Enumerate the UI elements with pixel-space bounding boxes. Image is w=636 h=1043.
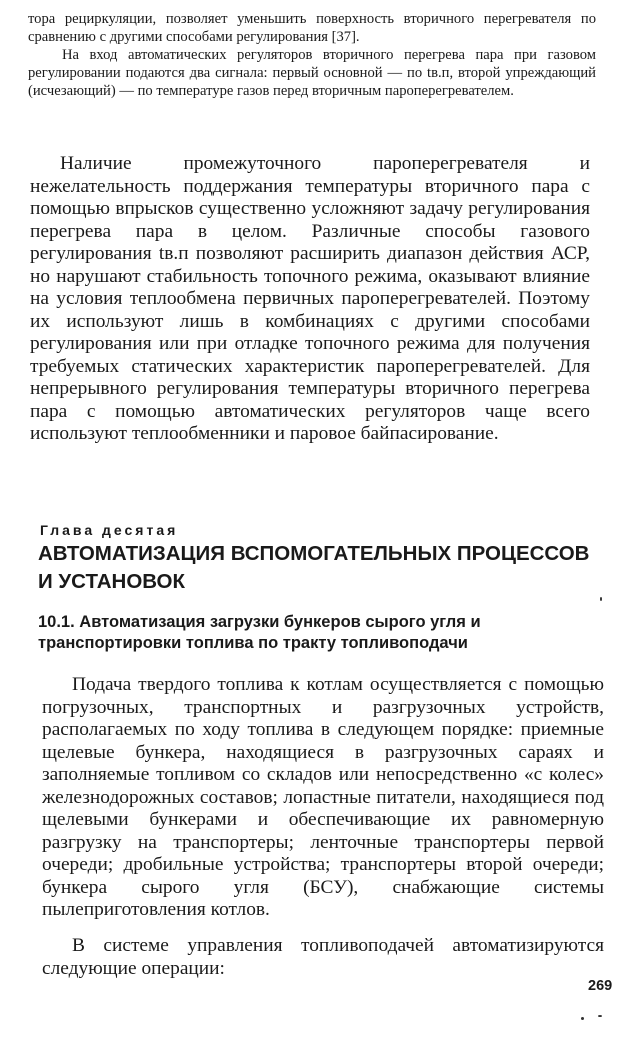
section-heading: 10.1. Автоматизация загрузки бункеров сырого угля и транспортировки топлива по тракту топливоподачи	[38, 613, 481, 652]
page-number: 269	[588, 978, 613, 994]
print-speck	[581, 1017, 584, 1020]
small-print-paragraph: На вход автоматических регуляторов вторичного перегрева пара при газовом регулировании подаются два сигнала: первый основной — по tв.п, второй упреждающий (исчезающий) — по температуре газов перед вторичным пароперегревателем.	[28, 47, 596, 99]
continued-paragraph: тора рециркуляции, позволяет уменьшить поверхность вторичного перегревателя по сравнению с другими способами регулирования [37].	[28, 11, 596, 45]
top-small-print-block	[28, 10, 596, 100]
paragraph-text: Наличие промежуточного пароперегревателя и нежелательность поддержания температуры вторичного пара с помощью впрысков существенно усложняют задачу регулирования перегрева пара в целом. Различные способы газового регулирования tв.п позволяют расширить диапазон действия АСР, но нарушают стабильность топочного режима, оказывают влияние на условия теплообмена первичных пароперегревателей. Поэтому их используют лишь в комбинациях с другими способами регулирования или при отладке топочного режима для получения требуемых статических характеристик пароперегревателей. Для непрерывного регулирования температуры вторичного перегрева пара с помощью автоматических регуляторов чаще всего используют теплообменники и паровое байпасирование.	[30, 153, 590, 444]
print-speck	[600, 597, 602, 601]
print-speck	[598, 1015, 602, 1017]
body-paragraph-2	[42, 674, 604, 922]
chapter-title: АВТОМАТИЗАЦИЯ ВСПОМОГАТЕЛЬНЫХ ПРОЦЕССОВ И УСТАНОВОК	[38, 542, 590, 593]
body-paragraph-3	[42, 935, 604, 980]
paragraph-text: Подача твердого топлива к котлам осуществляется с помощью погрузочных, транспортных и разгрузочных устройств, располагаемых по ходу топлива в следующем порядке: приемные щелевые бункера, находящиеся в разгрузочных сараях и заполняемые топливом со складов или непосредственно «с колес» железнодорожных составов; лопастные питатели, находящиеся под щелевыми бункерами и обеспечивающие их равномерную разгрузку на транспортеры; ленточные транспортеры первой очереди; дробильные устройства; транспортеры второй очереди; бункера сырого угля (БСУ), снабжающие системы пылеприготовления котлов.	[42, 674, 604, 920]
paragraph-text: В системе управления топливоподачей автоматизируются следующие операции:	[42, 935, 604, 979]
chapter-label: Глава десятая	[40, 522, 179, 538]
body-paragraph-1	[30, 153, 590, 446]
